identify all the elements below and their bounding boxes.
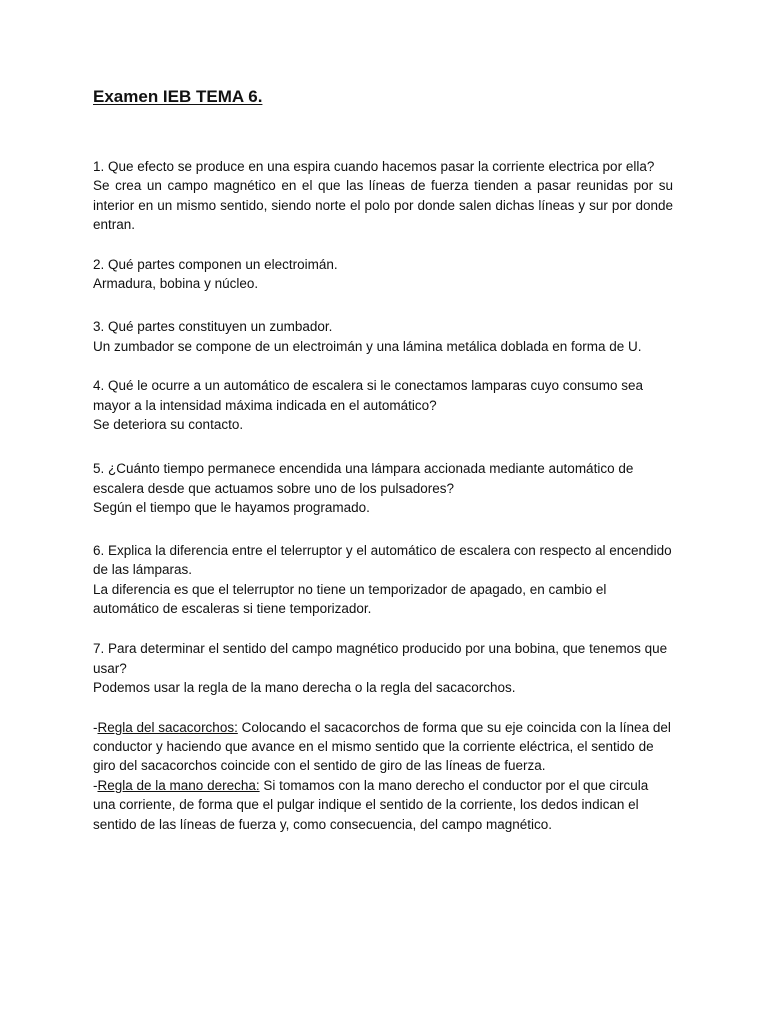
question-text: 4. Qué le ocurre a un automático de escalera si le conectamos lamparas cuyo consumo sea mayor a la intensidad máxima indicada en el automático? <box>93 378 644 413</box>
rule-prefix: - <box>93 719 98 735</box>
document-page <box>93 86 673 834</box>
rule-mano-derecha <box>93 776 673 834</box>
question-block-3 <box>93 317 673 356</box>
answer-text: Según el tiempo que le hayamos programado. <box>93 500 370 516</box>
answer-text: Un zumbador se compone de un electroimán y una lámina metálica doblada en forma de U. <box>93 338 642 354</box>
rule-description: Colocando el sacacorchos de forma que su eje coincida con la línea del conductor y haciendo que avance en el mismo sentido que la corriente eléctrica, el sentido de giro del sacacorchos coincide con el sentido de giro de las líneas de fuerza. <box>93 719 671 774</box>
question-text: 5. ¿Cuánto tiempo permanece encendida una lámpara accionada mediante automático de escalera desde que actuamos sobre uno de los pulsadores? <box>93 461 634 496</box>
question-block-1 <box>93 157 673 235</box>
question-text: 7. Para determinar el sentido del campo magnético producido por una bobina, que tenemos que usar? <box>93 641 668 676</box>
answer-text: La diferencia es que el telerruptor no tiene un temporizador de apagado, en cambio el automático de escaleras si tiene temporizador. <box>93 581 607 616</box>
question-text: 3. Qué partes constituyen un zumbador. <box>93 319 333 335</box>
rule-description: Si tomamos con la mano derecho el conductor por el que circula una corriente, de forma que el pulgar indique el sentido de la corriente, los dedos indican el sentido de las líneas de fuerza y, como consecuencia, del campo magnético. <box>93 777 649 832</box>
question-block-2 <box>93 255 673 294</box>
rule-term-mano-derecha: Regla de la mano derecha: <box>97 777 260 793</box>
rules-explanation <box>93 718 673 834</box>
question-block-4 <box>93 376 673 434</box>
question-block-7 <box>93 639 673 697</box>
answer-text: Se crea un campo magnético en el que las líneas de fuerza tienden a pasar reunidas por su interior en un mismo sentido, siendo norte el polo por donde salen dichas líneas y sur por donde entran. <box>93 178 673 233</box>
question-text: 1. Que efecto se produce en una espira cuando hacemos pasar la corriente electrica por ella? <box>93 159 655 174</box>
rule-term-sacacorchos: Regla del sacacorchos: <box>97 719 238 735</box>
question-block-6 <box>93 541 673 619</box>
answer-text: Se deteriora su contacto. <box>93 417 244 433</box>
answer-text: Armadura, bobina y núcleo. <box>93 276 259 292</box>
answer-text: Podemos usar la regla de la mano derecha o la regla del sacacorchos. <box>93 680 516 696</box>
rule-sacacorchos <box>93 718 673 776</box>
question-text: 2. Qué partes componen un electroimán. <box>93 256 338 272</box>
question-text: 6. Explica la diferencia entre el telerruptor y el automático de escalera con respecto al encendido de las lámparas. <box>93 542 672 578</box>
document-title: Examen IEB TEMA 6. <box>93 87 263 106</box>
question-block-5 <box>93 459 673 517</box>
rule-prefix: - <box>93 777 98 793</box>
